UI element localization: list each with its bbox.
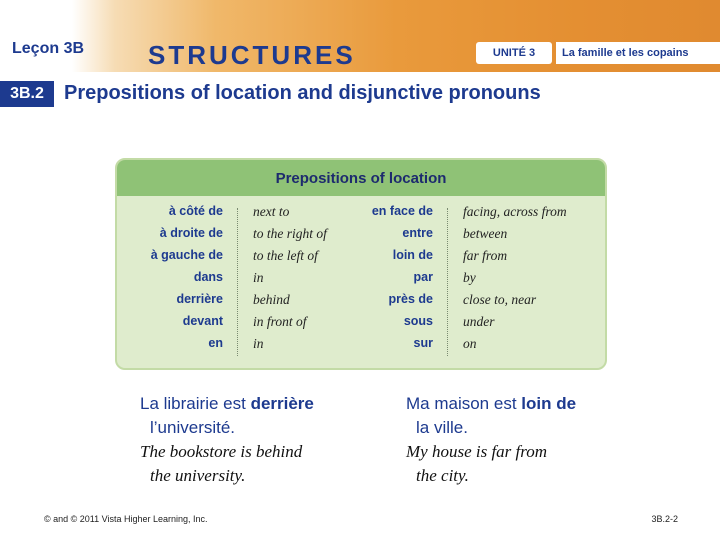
table-title: Prepositions of location: [117, 160, 605, 196]
english-translation: to the left of: [253, 248, 318, 263]
french-preposition: loin de: [392, 248, 433, 262]
example-french-cont: l’université.: [150, 418, 236, 437]
french-preposition: près de: [388, 292, 433, 306]
page-number: 3B.2-2: [651, 514, 678, 524]
french-preposition: dans: [193, 270, 223, 284]
lesson-label: Leçon 3B: [12, 40, 85, 57]
unit-title: La famille et les copains: [556, 42, 720, 64]
example-english: My house is far from: [406, 442, 548, 461]
example-french: La librairie est derrière: [140, 394, 314, 413]
example-french-cont: la ville.: [416, 418, 468, 437]
section-badge: 3B.2: [0, 81, 54, 107]
french-preposition: devant: [182, 314, 223, 328]
english-translation: next to: [253, 204, 290, 219]
structures-heading: STRUCTURES: [148, 40, 356, 70]
example-english-cont: the city.: [416, 466, 469, 485]
english-translation: close to, near: [463, 292, 537, 307]
english-translation: under: [463, 314, 495, 329]
french-preposition: par: [413, 270, 433, 284]
english-translation: far from: [463, 248, 508, 263]
french-preposition: entre: [402, 226, 433, 240]
table-row: [117, 248, 605, 270]
french-preposition: à droite de: [159, 226, 223, 240]
copyright: © and © 2011 Vista Higher Learning, Inc.: [44, 514, 208, 524]
english-translation: in: [253, 336, 264, 351]
example-english-cont: the university.: [150, 466, 246, 485]
section-title: Prepositions of location and disjunctive pronouns: [64, 82, 541, 104]
table-rows: [117, 204, 605, 358]
english-translation: to the right of: [253, 226, 327, 241]
table-row: [117, 314, 605, 336]
table-row: [117, 270, 605, 292]
french-preposition: derrière: [176, 292, 223, 306]
english-translation: in: [253, 270, 264, 285]
english-translation: in front of: [253, 314, 307, 329]
example-french: Ma maison est loin de: [406, 394, 577, 413]
english-translation: facing, across from: [463, 204, 567, 219]
french-preposition: sous: [403, 314, 433, 328]
french-preposition: sur: [413, 336, 433, 350]
example-english: The bookstore is behind: [140, 442, 303, 461]
table-row: [117, 226, 605, 248]
example-left: [140, 392, 314, 488]
header-banner: [0, 0, 720, 72]
prepositions-table: [115, 158, 607, 370]
english-translation: by: [463, 270, 476, 285]
unit-tab: UNITÉ 3: [476, 42, 552, 64]
example-right: [406, 392, 576, 488]
french-preposition: en: [208, 336, 223, 350]
french-preposition: à côté de: [168, 204, 223, 218]
table-row: [117, 336, 605, 358]
english-translation: behind: [253, 292, 290, 307]
english-translation: between: [463, 226, 508, 241]
table-row: [117, 204, 605, 226]
french-preposition: à gauche de: [150, 248, 223, 262]
table-row: [117, 292, 605, 314]
english-translation: on: [463, 336, 477, 351]
french-preposition: en face de: [371, 204, 433, 218]
